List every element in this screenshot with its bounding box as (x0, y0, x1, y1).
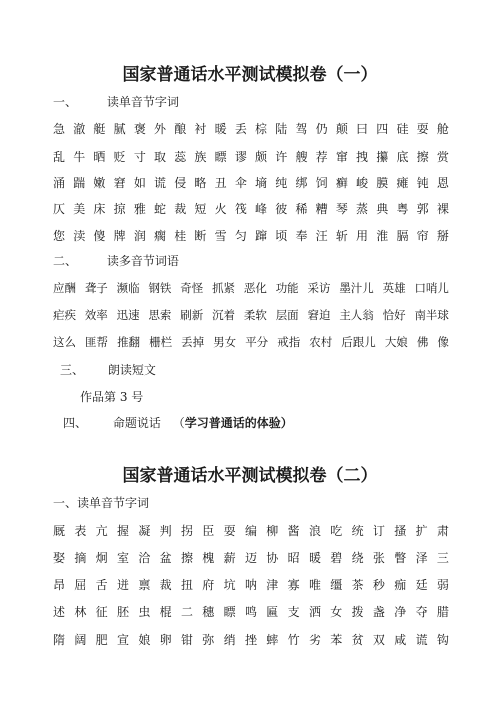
char-item: 拽 (356, 150, 369, 164)
section-number: 四、 (63, 416, 88, 430)
char-item: 室 (116, 551, 129, 565)
char-item: 踹 (73, 176, 86, 190)
speaking-topic: 学习普通话的体验） (184, 416, 293, 430)
char-item: 隋 (53, 633, 66, 647)
char-item: 墒 (255, 176, 268, 190)
char-item: 粤 (396, 202, 409, 216)
char-item: 膜 (376, 176, 389, 190)
char-item: 茶 (351, 578, 364, 592)
char-item: 瘸 (154, 229, 167, 243)
char-item: 穗 (202, 605, 215, 619)
word-item: 男女 (213, 335, 237, 349)
char-item: 舌 (95, 578, 108, 592)
word-item: 平分 (245, 335, 269, 349)
grid-row (53, 120, 449, 137)
char-item: 卵 (159, 633, 172, 647)
word-item: 推翻 (117, 335, 141, 349)
section-number: 一、 (53, 95, 78, 109)
char-item: 呐 (244, 578, 257, 592)
char-item: 娘 (138, 633, 151, 647)
word-item: 农村 (309, 335, 333, 349)
word-item: 采访 (307, 281, 331, 295)
char-item: 摘 (74, 551, 87, 565)
char-item: 腊 (436, 605, 449, 619)
char-item: 征 (95, 605, 108, 619)
char-item: 颠 (335, 122, 348, 136)
word-item: 口哨儿 (414, 281, 449, 295)
section-label: 读单音节字词 (106, 95, 179, 109)
char-item: 如 (133, 176, 146, 190)
word-item: 丢掉 (181, 335, 205, 349)
char-item: 彼 (275, 202, 288, 216)
char-item: 咸 (394, 633, 407, 647)
char-item: 颇 (255, 150, 268, 164)
char-item: 恩 (436, 176, 449, 190)
char-item: 膈 (396, 229, 409, 243)
char-item: 钩 (436, 633, 449, 647)
char-item: 火 (214, 202, 227, 216)
char-item: 瞥 (394, 551, 407, 565)
char-item: 弥 (202, 633, 215, 647)
char-item: 糟 (315, 202, 328, 216)
char-item: 阔 (74, 633, 87, 647)
char-item: 衬 (194, 122, 207, 136)
char-item: 暖 (308, 551, 321, 565)
char-item: 匀 (234, 229, 247, 243)
char-item: 腻 (113, 122, 126, 136)
char-item: 秒 (372, 578, 385, 592)
word-item: 功能 (275, 281, 299, 295)
char-item: 酱 (287, 524, 300, 538)
char-item: 迈 (244, 551, 257, 565)
char-item: 瘫 (396, 176, 409, 190)
char-item: 晒 (93, 150, 106, 164)
char-item: 廷 (415, 578, 428, 592)
reading-passage-number: 作品第 3 号 (80, 390, 144, 404)
char-item: 蛇 (154, 202, 167, 216)
char-item: 用 (356, 229, 369, 243)
char-item: 盏 (372, 605, 385, 619)
word-item: 这么 (53, 335, 76, 349)
word-item: 英雄 (382, 281, 406, 295)
char-item: 肥 (95, 633, 108, 647)
word-item: 大娘 (384, 335, 408, 349)
word-item: 主人翁 (339, 308, 374, 322)
char-item: 洽 (138, 551, 151, 565)
char-item: 断 (194, 229, 207, 243)
char-item: 贫 (351, 633, 364, 647)
word-item: 恶化 (243, 281, 267, 295)
char-item: 瞟 (214, 150, 227, 164)
char-item: 伞 (234, 176, 247, 190)
paper-two-section-one-heading: 一、读单音节字词 (53, 496, 150, 510)
char-item: 棍 (159, 605, 172, 619)
char-item: 臣 (202, 524, 215, 538)
char-item: 盆 (159, 551, 172, 565)
section-four-heading (63, 414, 293, 431)
char-item: 扭 (180, 578, 193, 592)
char-item: 张 (372, 551, 385, 565)
char-item: 艘 (295, 150, 308, 164)
char-item: 奉 (295, 229, 308, 243)
char-item: 急 (53, 122, 66, 136)
char-item: 昭 (287, 551, 300, 565)
char-item: 硅 (396, 122, 409, 136)
char-item: 槐 (202, 551, 215, 565)
char-item: 床 (93, 202, 106, 216)
char-item: 宣 (116, 633, 129, 647)
char-item: 唯 (308, 578, 321, 592)
char-item: 痂 (394, 578, 407, 592)
grid-row (53, 549, 449, 566)
char-item: 洒 (308, 605, 321, 619)
char-item: 炯 (95, 551, 108, 565)
word-item: 思索 (148, 308, 172, 322)
char-item: 斩 (335, 229, 348, 243)
char-item: 雅 (133, 202, 146, 216)
section-label: 朗读短文 (107, 363, 156, 377)
word-item: 像 (437, 335, 449, 349)
char-item: 净 (394, 605, 407, 619)
char-item: 订 (372, 524, 385, 538)
grid-row (53, 631, 449, 648)
char-item: 丑 (214, 176, 227, 190)
char-item: 润 (133, 229, 146, 243)
char-item: 许 (275, 150, 288, 164)
section-number: 三、 (60, 363, 85, 377)
char-item: 胚 (116, 605, 129, 619)
char-item: 舱 (436, 122, 449, 136)
char-item: 屈 (74, 578, 87, 592)
char-item: 族 (194, 150, 207, 164)
char-item: 二 (180, 605, 193, 619)
grid-row (53, 334, 449, 350)
grid-row (53, 522, 449, 539)
char-item: 女 (330, 605, 343, 619)
char-item: 寡 (287, 578, 300, 592)
char-item: 双 (372, 633, 385, 647)
char-item: 乱 (53, 150, 66, 164)
char-item: 美 (73, 202, 86, 216)
char-item: 牌 (113, 229, 126, 243)
char-item: 蟀 (266, 633, 279, 647)
char-item: 耍 (416, 122, 429, 136)
char-item: 绕 (351, 551, 364, 565)
char-item: 蕊 (174, 150, 187, 164)
char-item: 鸣 (244, 605, 257, 619)
word-item: 戒指 (277, 335, 301, 349)
char-item: 握 (116, 524, 129, 538)
paper-one-title: 国家普通话水平测试模拟卷（一） (122, 65, 378, 85)
grid-row (53, 200, 449, 217)
grid-row (53, 576, 449, 593)
char-item: 纯 (275, 176, 288, 190)
char-item: 澈 (73, 122, 86, 136)
char-item: 林 (74, 605, 87, 619)
char-item: 肃 (436, 524, 449, 538)
char-item: 嫩 (93, 176, 106, 190)
char-item: 浪 (308, 524, 321, 538)
char-item: 顷 (275, 229, 288, 243)
word-item: 柔软 (243, 308, 267, 322)
char-item: 贬 (113, 150, 126, 164)
char-item: 蒸 (356, 202, 369, 216)
word-item: 沉着 (212, 308, 236, 322)
char-item: 瞟 (223, 605, 236, 619)
topic-paren: （ (172, 416, 185, 430)
char-item: 娶 (53, 551, 66, 565)
char-item: 禀 (138, 578, 151, 592)
char-item: 丢 (234, 122, 247, 136)
char-item: 窘 (113, 176, 126, 190)
section-number: 二、 (53, 254, 78, 268)
char-item: 府 (202, 578, 215, 592)
word-item: 窘迫 (307, 308, 331, 322)
char-item: 柳 (266, 524, 279, 538)
word-item: 刷新 (180, 308, 204, 322)
grid-row (53, 174, 449, 191)
char-item: 坑 (223, 578, 236, 592)
char-item: 编 (244, 524, 257, 538)
word-item: 墨汁儿 (339, 281, 374, 295)
char-item: 筏 (234, 202, 247, 216)
char-item: 峰 (255, 202, 268, 216)
word-item: 应酬 (53, 281, 76, 295)
word-item: 南半球 (414, 308, 449, 322)
char-item: 裸 (436, 202, 449, 216)
char-item: 碧 (330, 551, 343, 565)
char-item: 渎 (73, 229, 86, 243)
char-item: 裁 (174, 202, 187, 216)
word-item: 聋子 (84, 281, 108, 295)
char-item: 四 (376, 122, 389, 136)
char-item: 弱 (436, 578, 449, 592)
char-item: 仄 (53, 202, 66, 216)
section-two-heading (53, 252, 179, 269)
char-item: 仍 (315, 122, 328, 136)
char-item: 典 (376, 202, 389, 216)
char-item: 迸 (116, 578, 129, 592)
char-item: 厩 (53, 524, 66, 538)
word-item: 匪帮 (85, 335, 109, 349)
char-item: 汪 (315, 229, 328, 243)
char-item: 绡 (223, 633, 236, 647)
char-item: 涌 (53, 176, 66, 190)
char-item: 暖 (214, 122, 227, 136)
char-item: 外 (154, 122, 167, 136)
char-item: 裁 (159, 578, 172, 592)
grid-row (53, 280, 449, 296)
char-item: 缰 (330, 578, 343, 592)
char-item: 牛 (73, 150, 86, 164)
char-item: 陆 (275, 122, 288, 136)
char-item: 匾 (266, 605, 279, 619)
char-item: 掰 (436, 229, 449, 243)
char-item: 绑 (295, 176, 308, 190)
char-item: 淮 (376, 229, 389, 243)
char-item: 三 (436, 551, 449, 565)
word-item: 迅速 (116, 308, 140, 322)
char-item: 昂 (53, 578, 66, 592)
char-item: 搔 (394, 524, 407, 538)
grid-row (53, 307, 449, 323)
char-item: 寸 (133, 150, 146, 164)
char-item: 酿 (174, 122, 187, 136)
word-item: 效率 (84, 308, 108, 322)
char-item: 虫 (138, 605, 151, 619)
char-item: 曰 (356, 122, 369, 136)
char-item: 您 (53, 229, 66, 243)
char-item: 支 (287, 605, 300, 619)
word-item: 佛 (416, 335, 429, 349)
char-item: 拐 (180, 524, 193, 538)
char-item: 饲 (315, 176, 328, 190)
char-item: 掠 (113, 202, 126, 216)
char-item: 亢 (95, 524, 108, 538)
char-item: 雪 (214, 229, 227, 243)
char-item: 棕 (255, 122, 268, 136)
char-item: 谎 (415, 633, 428, 647)
char-item: 帘 (416, 229, 429, 243)
char-item: 吃 (330, 524, 343, 538)
section-one-heading (53, 93, 179, 110)
word-item: 抓紧 (212, 281, 236, 295)
char-item: 擦 (180, 551, 193, 565)
word-item: 疟疾 (53, 308, 76, 322)
char-item: 桂 (174, 229, 187, 243)
char-item: 驾 (295, 122, 308, 136)
char-item: 挫 (244, 633, 257, 647)
char-item: 蹿 (255, 229, 268, 243)
word-item: 濒临 (116, 281, 140, 295)
char-item: 短 (194, 202, 207, 216)
char-item: 琴 (335, 202, 348, 216)
grid-row (53, 603, 449, 620)
grid-row (53, 227, 449, 244)
char-item: 拨 (351, 605, 364, 619)
char-item: 统 (351, 524, 364, 538)
section-label: 命题说话 (112, 416, 161, 430)
char-item: 略 (194, 176, 207, 190)
section-label: 读多音节词语 (106, 254, 179, 268)
word-item: 钢铁 (148, 281, 172, 295)
char-item: 扩 (415, 524, 428, 538)
char-item: 窜 (335, 150, 348, 164)
char-item: 侵 (174, 176, 187, 190)
char-item: 底 (396, 150, 409, 164)
char-item: 钳 (180, 633, 193, 647)
paper-two-title: 国家普通话水平测试模拟卷（二） (122, 466, 378, 486)
char-item: 峻 (356, 176, 369, 190)
char-item: 判 (159, 524, 172, 538)
char-item: 攥 (376, 150, 389, 164)
char-item: 述 (53, 605, 66, 619)
char-item: 傻 (93, 229, 106, 243)
char-item: 劣 (308, 633, 321, 647)
char-item: 泽 (415, 551, 428, 565)
char-item: 赏 (436, 150, 449, 164)
char-item: 艇 (93, 122, 106, 136)
word-item: 层面 (275, 308, 299, 322)
word-item: 后跟儿 (341, 335, 376, 349)
char-item: 苯 (330, 633, 343, 647)
char-item: 表 (74, 524, 87, 538)
char-item: 谬 (234, 150, 247, 164)
word-item: 奇怪 (180, 281, 204, 295)
char-item: 津 (266, 578, 279, 592)
char-item: 擦 (416, 150, 429, 164)
char-item: 薪 (223, 551, 236, 565)
char-item: 钝 (416, 176, 429, 190)
char-item: 夺 (415, 605, 428, 619)
char-item: 凝 (138, 524, 151, 538)
word-item: 恰好 (382, 308, 406, 322)
char-item: 癣 (335, 176, 348, 190)
char-item: 协 (266, 551, 279, 565)
word-item: 栅栏 (149, 335, 173, 349)
char-item: 郭 (416, 202, 429, 216)
char-item: 稀 (295, 202, 308, 216)
char-item: 竹 (287, 633, 300, 647)
char-item: 谎 (154, 176, 167, 190)
char-item: 褒 (133, 122, 146, 136)
section-three-heading (60, 361, 156, 378)
char-item: 荐 (315, 150, 328, 164)
char-item: 取 (154, 150, 167, 164)
char-item: 耍 (223, 524, 236, 538)
grid-row (53, 148, 449, 165)
